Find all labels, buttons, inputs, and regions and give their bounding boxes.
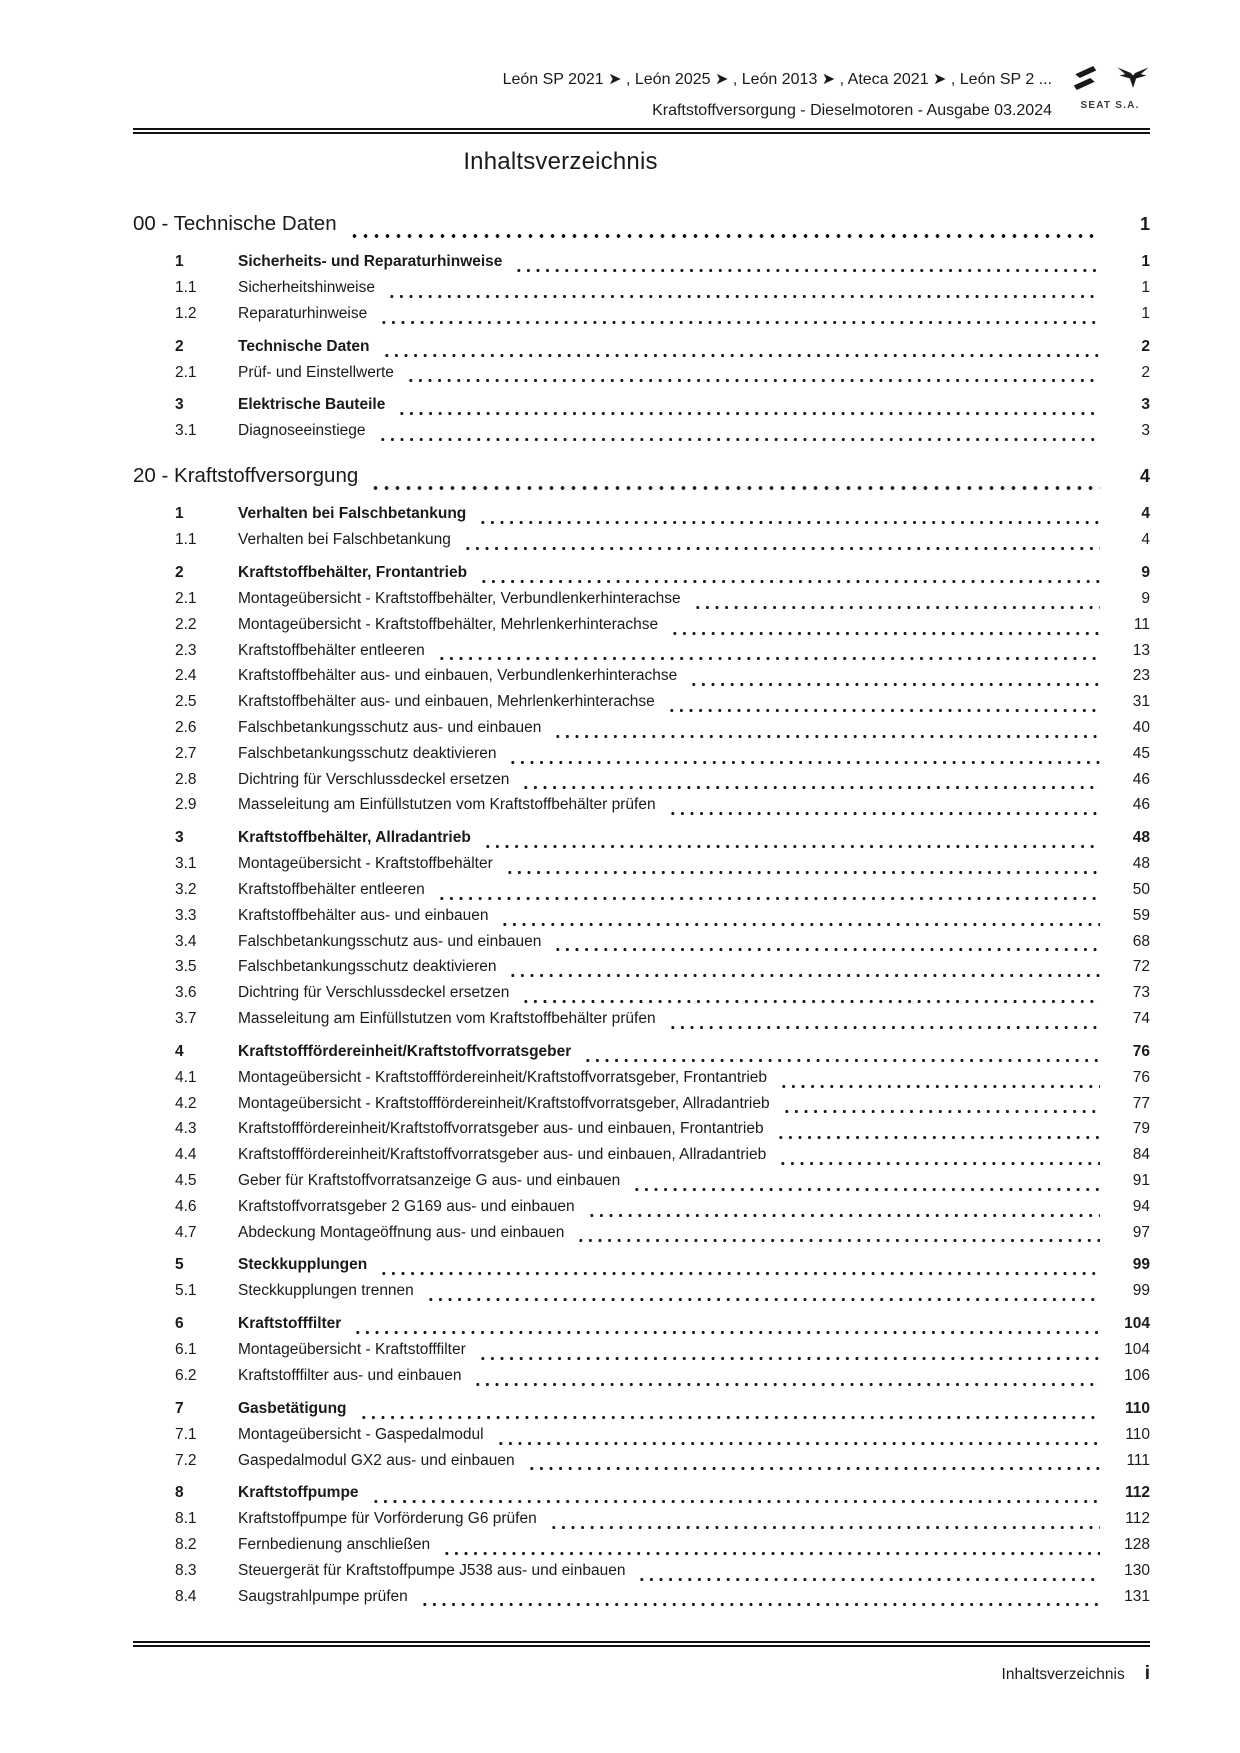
toc-entry-title: Kraftstofffördereinheit/Kraftstoffvorratsgeber aus- und einbauen, Frontantrieb	[238, 1120, 764, 1138]
toc-entry-page: 11	[1133, 615, 1150, 633]
toc-entry-page: 1	[1141, 304, 1150, 322]
toc-entry-page: 76	[1132, 1068, 1150, 1086]
toc-entry[interactable]	[133, 464, 1150, 498]
toc-entry[interactable]	[133, 667, 1150, 693]
toc-entry-page: 112	[1124, 1484, 1150, 1502]
toc-entry-number: 8.3	[175, 1561, 197, 1579]
toc-entry[interactable]	[133, 564, 1150, 590]
toc-entry[interactable]	[133, 642, 1150, 668]
toc-entry-page: 79	[1132, 1120, 1150, 1138]
toc-entry-page: 31	[1132, 693, 1150, 711]
toc-entry[interactable]	[133, 422, 1150, 448]
toc-entry[interactable]	[133, 1282, 1150, 1308]
footer-rule	[133, 1641, 1150, 1647]
dot-leader	[670, 616, 1100, 642]
dot-leader	[693, 590, 1100, 616]
dot-leader	[437, 881, 1100, 907]
dot-leader	[782, 1095, 1100, 1121]
toc-entry-page: 46	[1132, 770, 1150, 788]
header-model-list: León SP 2021 ➤ , León 2025 ➤ , León 2013 ➤ , Ateca 2021 ➤ , León SP 2 ...	[502, 71, 1052, 88]
toc-entry-title: Saugstrahlpumpe prüfen	[238, 1587, 408, 1605]
toc-entry-page: 9	[1141, 563, 1150, 581]
toc-entry-page: 3	[1141, 396, 1150, 414]
toc-entry[interactable]	[133, 1198, 1150, 1224]
toc-entry[interactable]	[133, 907, 1150, 933]
toc-list	[133, 196, 1150, 1613]
toc-entry-number: 2.4	[175, 667, 197, 685]
toc-entry[interactable]	[133, 364, 1150, 390]
dot-leader	[583, 1043, 1100, 1069]
toc-entry-number: 7.1	[175, 1425, 197, 1443]
toc-entry-title: Masseleitung am Einfüllstutzen vom Kraftstoffbehälter prüfen	[238, 796, 656, 814]
dot-leader	[359, 1400, 1100, 1426]
toc-entry-number: 4.4	[175, 1146, 197, 1164]
toc-entry-number: 2.6	[175, 718, 197, 736]
toc-entry-number: 3.6	[175, 984, 197, 1002]
toc-entry-page: 40	[1132, 718, 1150, 736]
toc-entry[interactable]	[133, 212, 1150, 246]
dot-leader	[527, 1452, 1100, 1478]
toc-entry[interactable]	[133, 1095, 1150, 1121]
toc-entry-number: 2.1	[175, 363, 197, 381]
toc-entry-title: Montageübersicht - Gaspedalmodul	[238, 1425, 484, 1443]
toc-entry-title: Steuergerät für Kraftstoffpumpe J538 aus- und einbauen	[238, 1561, 626, 1579]
toc-entry-number: 4	[175, 1042, 184, 1060]
toc-entry[interactable]	[133, 505, 1150, 531]
dot-leader	[776, 1120, 1100, 1146]
toc-entry-number: 7.2	[175, 1451, 197, 1469]
toc-entry-number: 2.9	[175, 796, 197, 814]
toc-entry-number: 3	[175, 396, 184, 414]
toc-entry-page: 112	[1125, 1510, 1150, 1528]
header-document-subtitle: Kraftstoffversorgung - Dieselmotoren - Ausgabe 03.2024	[652, 102, 1052, 119]
toc-entry-title: Kraftstofffilter aus- und einbauen	[238, 1366, 462, 1384]
dot-leader	[779, 1069, 1100, 1095]
toc-entry-title: Verhalten bei Falschbetankung	[238, 531, 451, 549]
toc-entry[interactable]	[133, 881, 1150, 907]
toc-entry-number: 2.8	[175, 770, 197, 788]
toc-entry-number: 2	[175, 337, 184, 355]
toc-entry-title: Montageübersicht - Kraftstoffbehälter, Verbundlenkerhinterachse	[238, 589, 681, 607]
toc-entry-number: 4.1	[175, 1068, 197, 1086]
toc-entry-number: 2.3	[175, 641, 197, 659]
toc-entry-page: 110	[1125, 1425, 1150, 1443]
toc-entry-page: 73	[1132, 984, 1150, 1002]
toc-entry[interactable]	[133, 1510, 1150, 1536]
toc-entry-number: 6.2	[175, 1366, 197, 1384]
dot-leader	[514, 253, 1100, 279]
toc-entry-title: Montageübersicht - Kraftstoffbehälter	[238, 855, 493, 873]
toc-entry[interactable]	[133, 719, 1150, 745]
dot-leader	[521, 984, 1100, 1010]
toc-entry[interactable]	[133, 279, 1150, 305]
toc-entry-page: 48	[1132, 855, 1150, 873]
dot-leader	[667, 693, 1100, 719]
toc-entry-title: Montageübersicht - Kraftstofffilter	[238, 1341, 466, 1359]
dot-leader	[382, 338, 1100, 364]
toc-entry[interactable]	[133, 1043, 1150, 1069]
toc-entry-title: Geber für Kraftstoffvorratsanzeige G aus- und einbauen	[238, 1171, 621, 1189]
dot-leader	[478, 505, 1100, 531]
brand-block	[1070, 60, 1150, 111]
toc-entry[interactable]	[133, 590, 1150, 616]
toc-entry[interactable]	[133, 305, 1150, 331]
dot-leader	[349, 212, 1100, 246]
toc-entry-number: 2.7	[175, 744, 197, 762]
toc-entry-title: Kraftstoffbehälter aus- und einbauen	[238, 906, 489, 924]
dot-leader	[632, 1172, 1100, 1198]
toc-entry[interactable]	[133, 1400, 1150, 1426]
toc-entry[interactable]	[133, 1010, 1150, 1036]
toc-entry-title: Falschbetankungsschutz aus- und einbauen	[238, 932, 542, 950]
toc-entry-page: 23	[1132, 667, 1150, 685]
toc-entry[interactable]	[133, 1484, 1150, 1510]
toc-entry-title: Falschbetankungsschutz deaktivieren	[238, 958, 497, 976]
toc-entry[interactable]	[133, 1224, 1150, 1250]
toc-entry-page: 46	[1132, 796, 1150, 814]
toc-entry-number: 8.4	[175, 1587, 197, 1605]
toc-entry[interactable]	[133, 1452, 1150, 1478]
toc-entry-title: Gaspedalmodul GX2 aus- und einbauen	[238, 1451, 515, 1469]
toc-entry-number: 4.7	[175, 1223, 197, 1241]
dot-leader	[637, 1562, 1100, 1588]
cupra-logo-icon	[1116, 65, 1150, 91]
toc-entry[interactable]	[133, 1069, 1150, 1095]
toc-entry-number: 2.5	[175, 693, 197, 711]
toc-entry-title: Kraftstoffbehälter entleeren	[238, 880, 425, 898]
toc-entry-title: Prüf- und Einstellwerte	[238, 363, 394, 381]
toc-chapter-label: 00 - Technische Daten	[133, 212, 337, 235]
toc-entry-number: 4.3	[175, 1120, 197, 1138]
toc-entry-title: Reparaturhinweise	[238, 304, 368, 322]
toc-entry-title: Abdeckung Montageöffnung aus- und einbauen	[238, 1223, 565, 1241]
toc-entry[interactable]	[133, 829, 1150, 855]
seat-logo-icon	[1070, 62, 1100, 94]
footer-page-number: i	[1144, 1663, 1150, 1684]
toc-entry-number: 1.1	[175, 279, 197, 296]
toc-entry[interactable]	[133, 1120, 1150, 1146]
toc-entry-title: Elektrische Bauteile	[238, 396, 386, 414]
page-title: Inhaltsverzeichnis	[463, 148, 658, 175]
toc-entry[interactable]	[133, 1315, 1150, 1341]
dot-leader	[496, 1426, 1100, 1452]
toc-entry-number: 1.2	[175, 304, 197, 322]
toc-entry-page: 9	[1141, 589, 1150, 607]
toc-entry-page: 104	[1124, 1341, 1150, 1359]
dot-leader	[549, 1510, 1100, 1536]
toc-entry-page: 68	[1132, 932, 1150, 950]
toc-entry-title: Falschbetankungsschutz aus- und einbauen	[238, 718, 542, 736]
dot-leader	[508, 745, 1100, 771]
toc-entry-title: Gasbetätigung	[238, 1399, 347, 1417]
dot-leader	[508, 958, 1100, 984]
dot-leader	[442, 1536, 1100, 1562]
toc-entry-page: 2	[1141, 363, 1150, 381]
header-text-block	[503, 60, 1052, 126]
toc-entry-page: 59	[1132, 906, 1150, 924]
toc-entry[interactable]	[133, 616, 1150, 642]
toc-entry-title: Kraftstoffbehälter aus- und einbauen, Mehrlenkerhinterachse	[238, 693, 655, 711]
toc-entry-page: 99	[1132, 1256, 1150, 1274]
toc-entry-number: 3.7	[175, 1009, 197, 1027]
toc-entry-number: 7	[175, 1399, 184, 1417]
toc-entry[interactable]	[133, 1536, 1150, 1562]
dot-leader	[553, 933, 1100, 959]
toc-entry-number: 1	[175, 253, 184, 270]
toc-entry-number: 3.2	[175, 880, 197, 898]
toc-entry-page: 131	[1124, 1587, 1150, 1605]
toc-entry-page: 111	[1126, 1451, 1150, 1469]
dot-leader	[387, 279, 1100, 305]
dot-leader	[473, 1367, 1100, 1393]
dot-leader	[437, 642, 1100, 668]
toc-entry-number: 2.1	[175, 589, 197, 607]
dot-leader	[420, 1588, 1100, 1614]
toc-entry-number: 3.1	[175, 422, 197, 440]
page-footer	[133, 1663, 1150, 1685]
toc-entry-title: Diagnoseeinstiege	[238, 422, 366, 440]
toc-entry-title: Kraftstofffilter	[238, 1315, 342, 1333]
toc-entry-number: 2.2	[175, 615, 197, 633]
toc-entry[interactable]	[133, 745, 1150, 771]
dot-leader	[463, 531, 1100, 557]
toc-entry-number: 8	[175, 1484, 184, 1502]
dot-leader	[576, 1224, 1100, 1250]
toc-entry-title: Kraftstoffpumpe für Vorförderung G6 prüfen	[238, 1510, 537, 1528]
toc-entry[interactable]	[133, 1256, 1150, 1282]
toc-entry-number: 3.3	[175, 906, 197, 924]
toc-entry[interactable]	[133, 693, 1150, 719]
brand-caption: SEAT S.A.	[1080, 100, 1140, 111]
dot-leader	[553, 719, 1100, 745]
dot-leader	[370, 464, 1100, 498]
toc-entry-title: Kraftstoffbehälter, Frontantrieb	[238, 563, 468, 581]
toc-entry-number: 3	[175, 829, 184, 847]
toc-entry-page: 104	[1124, 1315, 1150, 1333]
toc-entry[interactable]	[133, 984, 1150, 1010]
toc-entry-page: 45	[1132, 744, 1150, 762]
toc-entry-page: 97	[1132, 1223, 1150, 1241]
footer-label: Inhaltsverzeichnis	[1001, 1666, 1125, 1683]
toc-entry-title: Verhalten bei Falschbetankung	[238, 505, 467, 523]
dot-leader	[379, 305, 1100, 331]
toc-entry-title: Technische Daten	[238, 337, 370, 355]
toc-entry-number: 8.1	[175, 1510, 197, 1528]
page-header	[133, 60, 1150, 126]
toc-entry-title: Kraftstoffvorratsgeber 2 G169 aus- und einbauen	[238, 1197, 575, 1215]
toc-entry[interactable]	[133, 1341, 1150, 1367]
toc-entry-page: 106	[1124, 1366, 1150, 1384]
toc-entry-title: Kraftstoffbehälter aus- und einbauen, Verbundlenkerhinterachse	[238, 667, 678, 685]
dot-leader	[500, 907, 1100, 933]
toc-entry-page: 48	[1132, 829, 1150, 847]
toc-entry-page: 77	[1132, 1094, 1150, 1112]
toc-entry[interactable]	[133, 771, 1150, 797]
dot-leader	[378, 422, 1100, 448]
toc-entry-title: Sicherheitshinweise	[238, 279, 375, 296]
toc-entry-page: 128	[1124, 1536, 1150, 1554]
toc-entry[interactable]	[133, 1146, 1150, 1172]
toc-entry[interactable]	[133, 933, 1150, 959]
toc-entry-number: 3.4	[175, 932, 197, 950]
toc-entry-number: 8.2	[175, 1536, 197, 1554]
toc-entry-title: Kraftstofffördereinheit/Kraftstoffvorratsgeber aus- und einbauen, Allradantrieb	[238, 1146, 767, 1164]
toc-entry-title: Montageübersicht - Kraftstofffördereinheit/Kraftstoffvorratsgeber, Frontantrieb	[238, 1068, 768, 1086]
brand-logos	[1070, 60, 1150, 96]
toc-entry-number: 3.1	[175, 855, 197, 873]
toc-entry-number: 6.1	[175, 1341, 197, 1359]
dot-leader	[778, 1146, 1100, 1172]
toc-entry-title: Dichtring für Verschlussdeckel ersetzen	[238, 770, 510, 788]
toc-entry-page: 72	[1132, 958, 1150, 976]
dot-leader	[406, 364, 1100, 390]
toc-entry-title: Kraftstoffbehälter, Allradantrieb	[238, 829, 471, 847]
toc-entry[interactable]	[133, 396, 1150, 422]
toc-entry-title: Montageübersicht - Kraftstoffbehälter, Mehrlenkerhinterachse	[238, 615, 659, 633]
toc-entry-title: Steckkupplungen	[238, 1256, 368, 1274]
toc-entry-number: 5.1	[175, 1282, 197, 1300]
toc-entry-number: 6	[175, 1315, 184, 1333]
toc-entry-title: Falschbetankungsschutz deaktivieren	[238, 744, 497, 762]
toc-entry-page: 84	[1132, 1146, 1150, 1164]
dot-leader	[689, 667, 1100, 693]
toc-entry[interactable]	[133, 796, 1150, 822]
dot-leader	[371, 1484, 1100, 1510]
toc-entry-number: 3.5	[175, 958, 197, 976]
dot-leader	[668, 796, 1100, 822]
toc-entry-title: Montageübersicht - Kraftstofffördereinheit/Kraftstoffvorratsgeber, Allradantrieb	[238, 1094, 770, 1112]
toc-entry-page: 76	[1132, 1042, 1150, 1060]
toc-entry-page: 110	[1124, 1399, 1150, 1417]
toc-entry-number: 1.1	[175, 531, 197, 549]
toc-entry-page: 1	[1141, 253, 1150, 270]
toc-entry-page: 99	[1132, 1282, 1150, 1300]
toc-entry[interactable]	[133, 1367, 1150, 1393]
toc-entry[interactable]	[133, 1172, 1150, 1198]
toc-entry-page: 74	[1132, 1009, 1150, 1027]
toc-entry-page: 50	[1132, 880, 1150, 898]
toc-entry-title: Steckkupplungen trennen	[238, 1282, 414, 1300]
dot-leader	[478, 1341, 1100, 1367]
toc-entry[interactable]	[133, 855, 1150, 881]
toc-entry-number: 1	[175, 505, 184, 523]
toc-entry-title: Kraftstoffbehälter entleeren	[238, 641, 425, 659]
dot-leader	[353, 1315, 1100, 1341]
dot-leader	[397, 396, 1100, 422]
dot-leader	[479, 564, 1100, 590]
toc-entry[interactable]	[133, 1426, 1150, 1452]
toc-entry-title: Fernbedienung anschließen	[238, 1536, 431, 1554]
toc-entry[interactable]	[133, 253, 1150, 279]
toc-entry-title: Kraftstofffördereinheit/Kraftstoffvorratsgeber	[238, 1042, 572, 1060]
toc-entry[interactable]	[133, 531, 1150, 557]
dot-leader	[521, 771, 1100, 797]
toc-entry[interactable]	[133, 1562, 1150, 1588]
toc-entry-page: 1	[1141, 279, 1150, 296]
toc-entry-page: 1	[1139, 214, 1150, 234]
dot-leader	[426, 1282, 1100, 1308]
dot-leader	[505, 855, 1100, 881]
toc-entry-number: 5	[175, 1256, 184, 1274]
toc-entry[interactable]	[133, 1588, 1150, 1614]
toc-entry-title: Kraftstoffpumpe	[238, 1484, 359, 1502]
toc-entry-title: Sicherheits- und Reparaturhinweise	[238, 253, 503, 270]
toc-entry-number: 4.5	[175, 1171, 197, 1189]
toc-entry-title: Masseleitung am Einfüllstutzen vom Kraftstoffbehälter prüfen	[238, 1009, 656, 1027]
dot-leader	[483, 829, 1100, 855]
toc-entry-title: Dichtring für Verschlussdeckel ersetzen	[238, 984, 510, 1002]
toc-chapter-label: 20 - Kraftstoffversorgung	[133, 464, 359, 488]
toc-entry-page: 4	[1141, 505, 1150, 523]
dot-leader	[587, 1198, 1100, 1224]
toc-entry-page: 91	[1132, 1171, 1150, 1189]
header-rule	[133, 128, 1150, 134]
toc-entry-page: 4	[1141, 531, 1150, 549]
toc-entry-number: 2	[175, 563, 184, 581]
toc-entry[interactable]	[133, 958, 1150, 984]
toc-entry-number: 4.6	[175, 1197, 197, 1215]
toc-entry-page: 3	[1141, 422, 1150, 440]
dot-leader	[668, 1010, 1100, 1036]
toc-entry-page: 13	[1132, 641, 1150, 659]
toc-entry-page: 2	[1141, 337, 1150, 355]
dot-leader	[379, 1256, 1100, 1282]
toc-entry[interactable]	[133, 338, 1150, 364]
toc-entry-page: 130	[1124, 1561, 1150, 1579]
toc-entry-page: 4	[1139, 466, 1150, 487]
toc-entry-number: 4.2	[175, 1094, 197, 1112]
toc-entry-page: 94	[1132, 1197, 1150, 1215]
